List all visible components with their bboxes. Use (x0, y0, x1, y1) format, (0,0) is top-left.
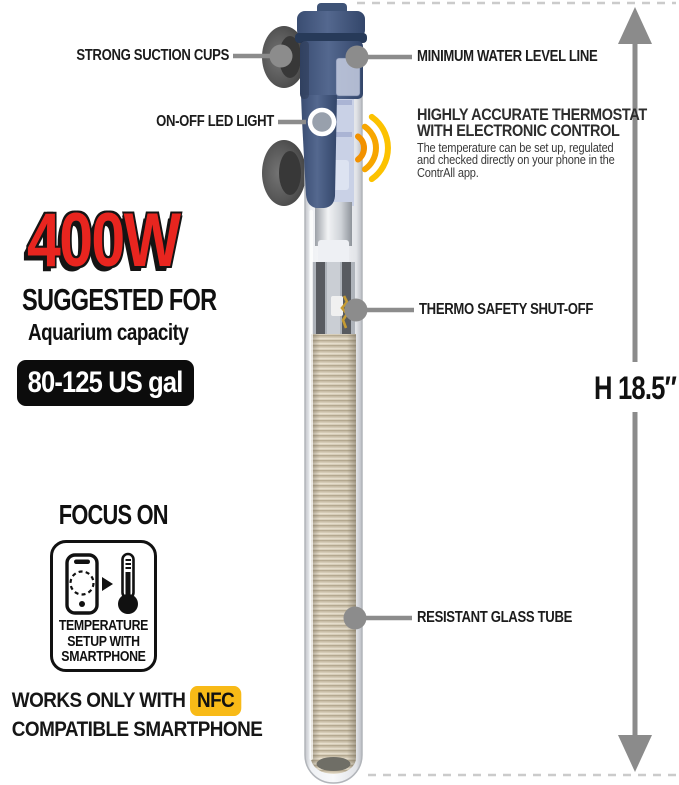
nfc-note-prefix: WORKS ONLY WITH (11, 689, 186, 712)
suction-cups-dot (270, 45, 293, 68)
thermo-safety-dot (345, 299, 368, 322)
thermostat-description: The temperature can be set up, regulated and checked directly on your phone in the ContrAll app. (417, 140, 615, 180)
callout-thermostat-block (417, 107, 647, 179)
nfc-note-line2: COMPATIBLE SMARTPHONE (11, 718, 263, 741)
thermostat-title-line1: HIGHLY ACCURATE THERMOSTAT (417, 105, 647, 124)
glass-highlight (310, 210, 314, 760)
focus-badge-line2: SETUP WITH (67, 633, 140, 650)
nfc-note-line1 (11, 686, 235, 716)
nfc-note (0, 686, 263, 743)
suggested-for-label: SUGGESTED FOR (22, 282, 217, 317)
focus-badge-line1: TEMPERATURE (58, 618, 149, 634)
height-measurement-label: H 18.5″ (593, 370, 677, 406)
capacity-value-box (17, 360, 194, 406)
play-triangle-icon (102, 577, 113, 591)
focus-badge-text (51, 619, 156, 666)
thermometer-icon (116, 552, 142, 616)
thermostat-title-line2: WITH ELECTRONIC CONTROL (417, 121, 620, 140)
aquarium-capacity-label: Aquarium capacity (28, 319, 189, 345)
heating-rods (312, 262, 355, 334)
capacity-value: 80-125 US gal (28, 366, 183, 399)
metal-sleeve (315, 202, 352, 246)
callout-thermo-safety-label: THERMO SAFETY SHUT-OFF (419, 301, 594, 318)
callout-water-level-label: MINIMUM WATER LEVEL LINE (417, 48, 598, 65)
focus-on-badge (50, 540, 157, 672)
connector-block (318, 240, 349, 264)
ceramic-coil (311, 334, 356, 774)
smartphone-icon (65, 553, 99, 615)
wattage-value: 400W (27, 198, 180, 283)
water-level-dot (346, 46, 369, 69)
focus-badge-line3: SMARTPHONE (61, 649, 146, 665)
radio-signal-icon (358, 117, 388, 179)
callout-glass-tube-label: RESISTANT GLASS TUBE (417, 609, 573, 626)
callout-suction-cups-label: STRONG SUCTION CUPS (76, 47, 229, 64)
callout-led-light-label: ON-OFF LED LIGHT (156, 113, 274, 130)
nfc-badge: NFC (190, 686, 242, 716)
focus-icons-row (65, 551, 142, 617)
focus-on-heading: FOCUS ON (58, 499, 168, 530)
glass-tube-dot (344, 607, 367, 630)
led-light-ring (310, 110, 334, 134)
